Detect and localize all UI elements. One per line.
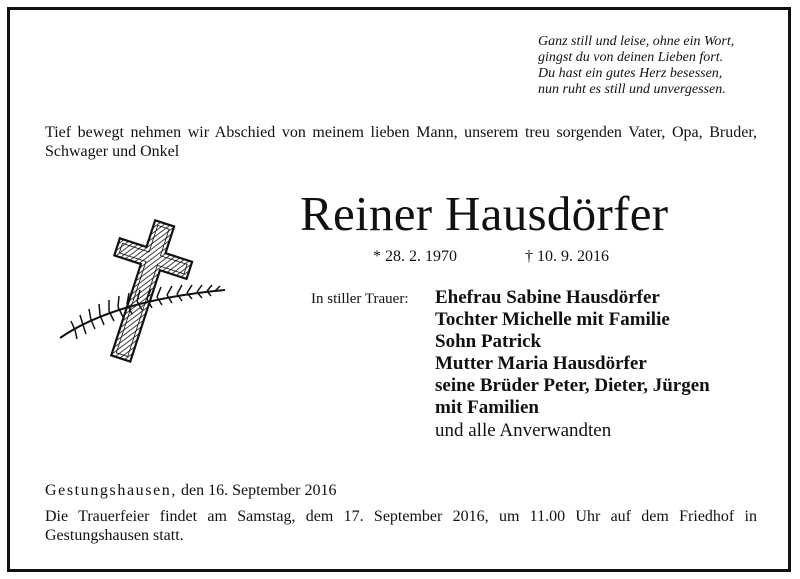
- place-town: Gestungshausen,: [45, 482, 177, 499]
- mourner: mit Familien: [435, 397, 539, 418]
- poem-line: Ganz still und leise, ohne ein Wort,: [538, 34, 735, 49]
- place-date: [45, 481, 337, 500]
- mourning-label: In stiller Trauer:: [311, 291, 409, 307]
- mourner: Sohn Patrick: [435, 331, 542, 352]
- mourner: seine Brüder Peter, Dieter, Jürgen: [435, 375, 710, 396]
- poem-line: gingst du von deinen Lieben fort.: [538, 50, 724, 65]
- poem-line: nun ruht es still und unvergessen.: [538, 82, 726, 97]
- other-relatives: und alle Anverwandten: [435, 420, 612, 441]
- death-date: † 10. 9. 2016: [525, 248, 609, 265]
- poem-line: Du hast ein gutes Herz besessen,: [538, 66, 723, 81]
- mourner: Ehefrau Sabine Hausdörfer: [435, 287, 660, 308]
- birth-date: * 28. 2. 1970: [373, 248, 457, 265]
- mourner: Tochter Michelle mit Familie: [435, 309, 670, 330]
- funeral-info: Die Trauerfeier findet am Samstag, dem 17. September 2016, um 11.00 Uhr auf dem Friedhof in Gestungshausen statt.: [45, 508, 757, 544]
- intro-text: Tief bewegt nehmen wir Abschied von meinem lieben Mann, unserem treu sorgenden Vater, Opa, Bruder, Schwager und Onkel: [45, 124, 757, 160]
- deceased-name: Reiner Hausdörfer: [300, 186, 669, 241]
- mourner: Mutter Maria Hausdörfer: [435, 353, 647, 374]
- poem: [538, 34, 768, 98]
- cross-with-palm-branch-icon: [55, 210, 230, 370]
- mourners-list: [435, 287, 765, 443]
- notice-date: den 16. September 2016: [180, 482, 337, 499]
